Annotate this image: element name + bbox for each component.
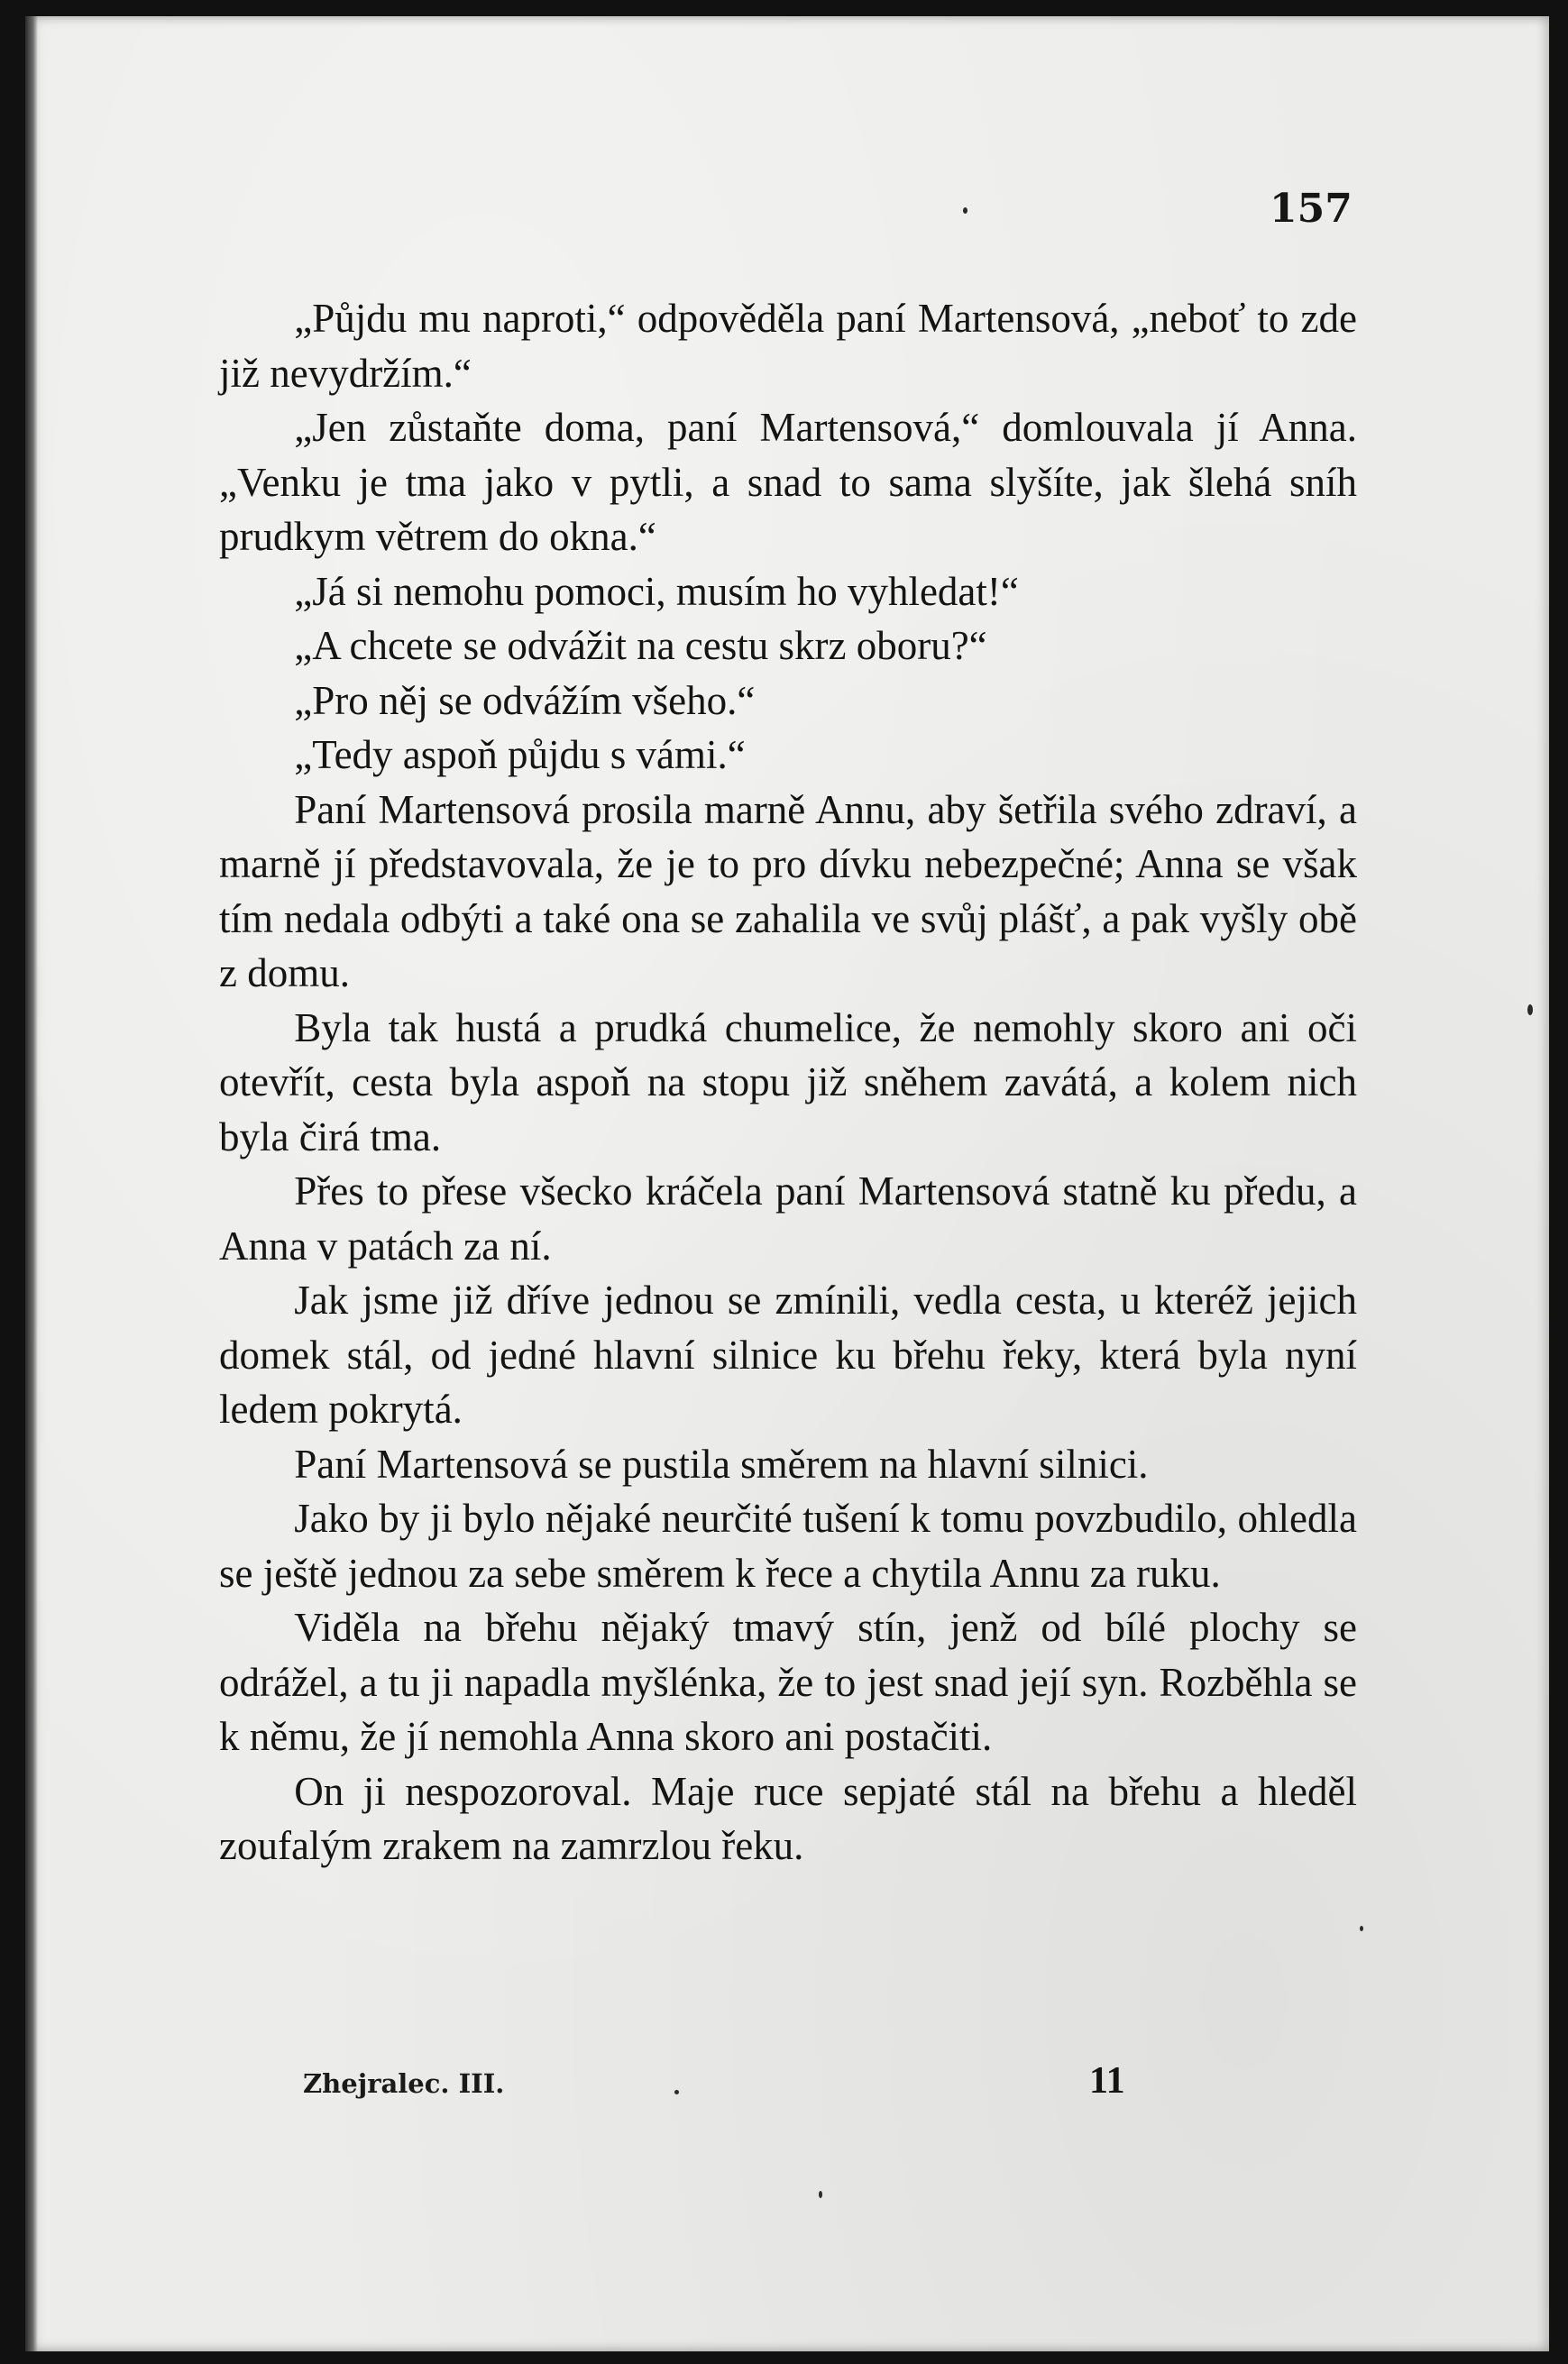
footer-signature-mark: Zhejralec. III. [303,2068,505,2099]
book-page [25,16,1549,2351]
paragraph: Přes to přese všecko kráčela paní Martensová statně ku předu, a Anna v patách za ní. [219,1168,1357,1269]
paragraph: „A chcete se odvážit na cestu skrz oboru?“ [294,623,987,668]
print-speck [963,207,967,214]
paragraph: On ji nespozoroval. Maje ruce sepjaté stál na břehu a hleděl zoufalým zrakem na zamrzlou řeku. [219,1768,1357,1868]
paragraph: „Půjdu mu naproti,“ odpověděla paní Martensová, „neboť to zde již nevydržím.“ [219,296,1357,396]
page-body-text [219,291,1357,1874]
paragraph: Paní Martensová prosila marně Annu, aby šetřila svého zdraví, a marně jí představovala, že je to pro dívku nebezpečné; Anna se však tím nedala odbýti a také ona se zahalila ve svůj plášť, a pak vyšly obě z domu. [219,786,1357,995]
paragraph: Jako by ji bylo nějaké neurčité tušení k tomu povzbudilo, ohledla se ještě jednou za sebe směrem k řece a chytila Annu za ruku. [219,1496,1357,1596]
paragraph: Paní Martensová se pustila směrem na hlavní silnici. [294,1441,1149,1487]
page-number: 157 [1270,186,1353,232]
print-speck [819,2191,822,2198]
paragraph: „Pro něj se odvážím všeho.“ [294,677,756,723]
footer-sheet-number: 11 [1089,2060,1125,2102]
print-speck [1527,1004,1533,1015]
paragraph: Byla tak hustá a prudká chumelice, že nemohly skoro ani oči otevřít, cesta byla aspoň na stopu již sněhem zavátá, a kolem nich byla čirá tma. [219,1004,1357,1159]
paragraph: „Já si nemohu pomoci, musím ho vyhledat!“ [294,568,1019,614]
print-speck [1360,1926,1363,1931]
print-speck [674,2090,679,2094]
paragraph: Jak jsme již dříve jednou se zmínili, vedla cesta, u kteréž jejich domek stál, od jedné hlavní silnice ku břehu řeky, která byla nyní ledem pokrytá. [219,1278,1357,1432]
paragraph: Viděla na břehu nějaký tmavý stín, jenž od bílé plochy se odrážel, a tu ji napadla myšlénka, že to jest snad její syn. Rozběhla se k němu, že jí nemohla Anna skoro ani postačiti. [219,1605,1357,1759]
paragraph: „Jen zůstaňte doma, paní Martensová,“ domlouvala jí Anna. „Venku je tma jako v pytli, a snad to sama slyšíte, jak šlehá sníh prudkym větrem do okna.“ [219,405,1357,559]
book-spine-shadow [25,16,38,2351]
paragraph: „Tedy aspoň půjdu s vámi.“ [294,732,746,777]
